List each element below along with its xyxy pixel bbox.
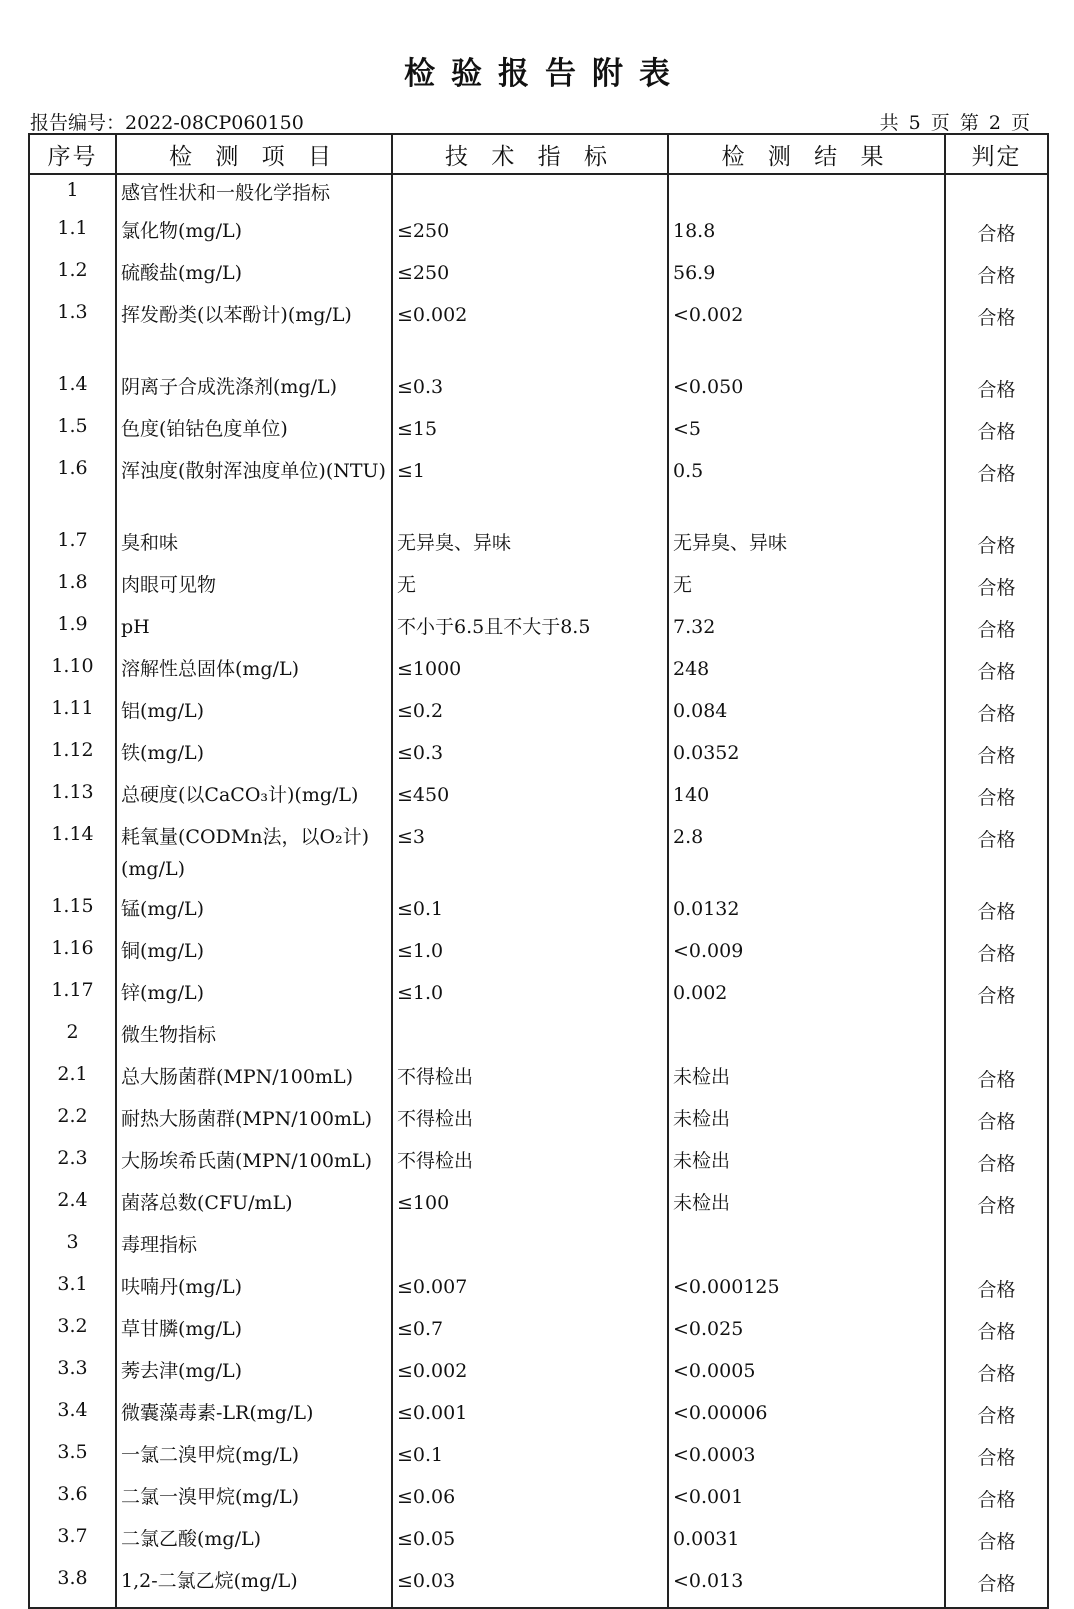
row-seq: 3.2: [29, 1313, 116, 1355]
table-row: [29, 257, 1048, 299]
page-info: 共 5 页 第 2 页: [879, 112, 1032, 134]
row-judge: 合格: [945, 1187, 1048, 1229]
row-seq: 1.4: [29, 371, 116, 413]
table-row: [29, 653, 1048, 695]
row-item: pH: [116, 611, 392, 653]
row-result: 18.8: [668, 215, 945, 257]
row-spec: 不小于6.5且不大于8.5: [392, 611, 668, 653]
row-item: 毒理指标: [116, 1229, 392, 1271]
row-judge: [945, 1019, 1048, 1061]
row-result: 0.0132: [668, 893, 945, 935]
row-seq: 2.4: [29, 1187, 116, 1229]
row-spec: ≤450: [392, 779, 668, 821]
row-judge: 合格: [945, 779, 1048, 821]
table-row: [29, 977, 1048, 1019]
row-seq: 3.7: [29, 1523, 116, 1565]
table-row: [29, 1187, 1048, 1229]
table-row: [29, 1565, 1048, 1608]
table-row: [29, 569, 1048, 611]
row-spec: ≤1000: [392, 653, 668, 695]
row-seq: 1.9: [29, 611, 116, 653]
row-judge: 合格: [945, 1271, 1048, 1313]
row-judge: 合格: [945, 1439, 1048, 1481]
row-item: 铁(mg/L): [116, 737, 392, 779]
row-item: 呋喃丹(mg/L): [116, 1271, 392, 1313]
header-seq: 序号: [29, 134, 116, 174]
report-meta: [30, 108, 1032, 132]
row-judge: 合格: [945, 821, 1048, 893]
row-result: 无: [668, 569, 945, 611]
row-judge: [945, 174, 1048, 215]
row-item: 1,2-二氯乙烷(mg/L): [116, 1565, 392, 1608]
row-seq: 2.3: [29, 1145, 116, 1187]
row-spec: ≤0.3: [392, 371, 668, 413]
table-row: [29, 935, 1048, 977]
table-row: [29, 1313, 1048, 1355]
row-result: 0.084: [668, 695, 945, 737]
row-item: 挥发酚类(以苯酚计)(mg/L): [116, 299, 392, 371]
row-result: <0.00006: [668, 1397, 945, 1439]
report-number: 报告编号：2022-08CP060150: [30, 112, 304, 134]
row-seq: 1.7: [29, 527, 116, 569]
row-result: 56.9: [668, 257, 945, 299]
row-item: 阴离子合成洗涤剂(mg/L): [116, 371, 392, 413]
row-item: 锌(mg/L): [116, 977, 392, 1019]
row-item: 耗氧量(CODMn法，以O₂计)(mg/L): [116, 821, 392, 893]
row-spec: ≤1.0: [392, 977, 668, 1019]
row-seq: 1.1: [29, 215, 116, 257]
row-seq: 1.8: [29, 569, 116, 611]
row-judge: 合格: [945, 215, 1048, 257]
row-item: 耐热大肠菌群(MPN/100mL): [116, 1103, 392, 1145]
row-spec: 不得检出: [392, 1145, 668, 1187]
row-result: <0.000125: [668, 1271, 945, 1313]
row-seq: 1.10: [29, 653, 116, 695]
row-result: <0.0005: [668, 1355, 945, 1397]
row-judge: 合格: [945, 1565, 1048, 1608]
row-spec: [392, 174, 668, 215]
table-row: [29, 1523, 1048, 1565]
row-judge: 合格: [945, 1355, 1048, 1397]
row-spec: ≤0.7: [392, 1313, 668, 1355]
row-item: 二氯一溴甲烷(mg/L): [116, 1481, 392, 1523]
row-item: 铝(mg/L): [116, 695, 392, 737]
row-item: 硫酸盐(mg/L): [116, 257, 392, 299]
table-row: [29, 1229, 1048, 1271]
row-spec: ≤0.1: [392, 893, 668, 935]
row-result: <0.001: [668, 1481, 945, 1523]
table-row: [29, 1439, 1048, 1481]
table-row: [29, 893, 1048, 935]
row-judge: 合格: [945, 695, 1048, 737]
row-item: 浑浊度(散射浑浊度单位)(NTU): [116, 455, 392, 527]
row-seq: 1.6: [29, 455, 116, 527]
row-seq: 3.6: [29, 1481, 116, 1523]
row-item: 感官性状和一般化学指标: [116, 174, 392, 215]
row-judge: 合格: [945, 1397, 1048, 1439]
table-row: [29, 299, 1048, 371]
header-judge: 判定: [945, 134, 1048, 174]
row-result: 0.0031: [668, 1523, 945, 1565]
page-title: 检验报告附表: [404, 56, 686, 92]
row-result: 248: [668, 653, 945, 695]
row-item: 氯化物(mg/L): [116, 215, 392, 257]
row-judge: 合格: [945, 893, 1048, 935]
row-spec: ≤0.1: [392, 1439, 668, 1481]
row-result: [668, 174, 945, 215]
row-seq: 3.8: [29, 1565, 116, 1608]
header-item: 检 测 项 目: [116, 134, 392, 174]
row-seq: 1.13: [29, 779, 116, 821]
row-result: 0.5: [668, 455, 945, 527]
header-spec: 技 术 指 标: [392, 134, 668, 174]
table-row: [29, 527, 1048, 569]
row-judge: 合格: [945, 653, 1048, 695]
table-row: [29, 1355, 1048, 1397]
row-item: 微生物指标: [116, 1019, 392, 1061]
row-item: 草甘膦(mg/L): [116, 1313, 392, 1355]
row-spec: ≤250: [392, 215, 668, 257]
row-item: 大肠埃希氏菌(MPN/100mL): [116, 1145, 392, 1187]
table-body: [29, 174, 1048, 1608]
row-judge: 合格: [945, 1313, 1048, 1355]
table-row: [29, 1061, 1048, 1103]
table-row: [29, 174, 1048, 215]
row-item: 溶解性总固体(mg/L): [116, 653, 392, 695]
row-judge: 合格: [945, 1103, 1048, 1145]
row-judge: 合格: [945, 611, 1048, 653]
row-spec: 无: [392, 569, 668, 611]
row-spec: ≤0.06: [392, 1481, 668, 1523]
row-item: 菌落总数(CFU/mL): [116, 1187, 392, 1229]
row-seq: 1.17: [29, 977, 116, 1019]
row-judge: 合格: [945, 977, 1048, 1019]
row-seq: 3.3: [29, 1355, 116, 1397]
row-judge: 合格: [945, 413, 1048, 455]
row-spec: ≤0.002: [392, 1355, 668, 1397]
row-seq: 3.5: [29, 1439, 116, 1481]
row-item: 二氯乙酸(mg/L): [116, 1523, 392, 1565]
table-row: [29, 413, 1048, 455]
row-result: <0.0003: [668, 1439, 945, 1481]
row-judge: 合格: [945, 569, 1048, 611]
row-seq: 1.3: [29, 299, 116, 371]
row-spec: ≤0.002: [392, 299, 668, 371]
row-judge: 合格: [945, 455, 1048, 527]
table-row: [29, 695, 1048, 737]
row-result: <0.002: [668, 299, 945, 371]
row-seq: 1.14: [29, 821, 116, 893]
table-row: [29, 1103, 1048, 1145]
row-spec: ≤250: [392, 257, 668, 299]
row-seq: 1.11: [29, 695, 116, 737]
table-row: [29, 1397, 1048, 1439]
row-seq: 1.2: [29, 257, 116, 299]
row-item: 莠去津(mg/L): [116, 1355, 392, 1397]
row-spec: 无异臭、异味: [392, 527, 668, 569]
row-judge: 合格: [945, 1481, 1048, 1523]
row-spec: ≤1.0: [392, 935, 668, 977]
table-row: [29, 611, 1048, 653]
row-judge: 合格: [945, 737, 1048, 779]
row-result: 无异臭、异味: [668, 527, 945, 569]
row-judge: 合格: [945, 299, 1048, 371]
table-row: [29, 821, 1048, 893]
row-judge: 合格: [945, 257, 1048, 299]
table-row: [29, 1145, 1048, 1187]
row-item: 一氯二溴甲烷(mg/L): [116, 1439, 392, 1481]
row-judge: 合格: [945, 1145, 1048, 1187]
row-result: 未检出: [668, 1061, 945, 1103]
row-item: 铜(mg/L): [116, 935, 392, 977]
row-seq: 2.2: [29, 1103, 116, 1145]
table-row: [29, 1481, 1048, 1523]
row-item: 臭和味: [116, 527, 392, 569]
row-seq: 1: [29, 174, 116, 215]
row-spec: ≤0.3: [392, 737, 668, 779]
row-seq: 3: [29, 1229, 116, 1271]
row-result: <5: [668, 413, 945, 455]
row-item: 总大肠菌群(MPN/100mL): [116, 1061, 392, 1103]
row-judge: 合格: [945, 1523, 1048, 1565]
row-item: 锰(mg/L): [116, 893, 392, 935]
row-judge: 合格: [945, 527, 1048, 569]
row-result: 2.8: [668, 821, 945, 893]
row-seq: 1.12: [29, 737, 116, 779]
row-seq: 2: [29, 1019, 116, 1061]
table-row: [29, 779, 1048, 821]
row-judge: 合格: [945, 1061, 1048, 1103]
table-row: [29, 215, 1048, 257]
row-spec: ≤1: [392, 455, 668, 527]
row-seq: 2.1: [29, 1061, 116, 1103]
table-row: [29, 737, 1048, 779]
row-spec: ≤3: [392, 821, 668, 893]
row-judge: [945, 1229, 1048, 1271]
row-judge: 合格: [945, 935, 1048, 977]
row-item: 总硬度(以CaCO₃计)(mg/L): [116, 779, 392, 821]
row-spec: ≤15: [392, 413, 668, 455]
row-spec: ≤0.03: [392, 1565, 668, 1608]
table-row: [29, 455, 1048, 527]
row-item: 肉眼可见物: [116, 569, 392, 611]
row-spec: ≤0.007: [392, 1271, 668, 1313]
row-result: 0.0352: [668, 737, 945, 779]
row-item: 色度(铂钴色度单位): [116, 413, 392, 455]
row-result: 0.002: [668, 977, 945, 1019]
table-row: [29, 1019, 1048, 1061]
table-header-row: [29, 134, 1048, 174]
row-seq: 1.15: [29, 893, 116, 935]
row-result: 140: [668, 779, 945, 821]
row-result: 未检出: [668, 1145, 945, 1187]
row-seq: 3.4: [29, 1397, 116, 1439]
row-result: [668, 1229, 945, 1271]
row-spec: [392, 1229, 668, 1271]
row-seq: 1.5: [29, 413, 116, 455]
results-table: [28, 133, 1049, 1609]
row-seq: 3.1: [29, 1271, 116, 1313]
row-result: [668, 1019, 945, 1061]
row-spec: ≤0.001: [392, 1397, 668, 1439]
row-result: <0.009: [668, 935, 945, 977]
row-result: 7.32: [668, 611, 945, 653]
row-result: <0.025: [668, 1313, 945, 1355]
header-result: 检 测 结 果: [668, 134, 945, 174]
row-result: <0.050: [668, 371, 945, 413]
row-spec: ≤100: [392, 1187, 668, 1229]
row-spec: [392, 1019, 668, 1061]
row-spec: ≤0.05: [392, 1523, 668, 1565]
table-row: [29, 1271, 1048, 1313]
row-seq: 1.16: [29, 935, 116, 977]
row-result: <0.013: [668, 1565, 945, 1608]
row-spec: 不得检出: [392, 1061, 668, 1103]
row-result: 未检出: [668, 1103, 945, 1145]
row-judge: 合格: [945, 371, 1048, 413]
row-result: 未检出: [668, 1187, 945, 1229]
row-spec: 不得检出: [392, 1103, 668, 1145]
row-item: 微囊藻毒素-LR(mg/L): [116, 1397, 392, 1439]
table-row: [29, 371, 1048, 413]
row-spec: ≤0.2: [392, 695, 668, 737]
